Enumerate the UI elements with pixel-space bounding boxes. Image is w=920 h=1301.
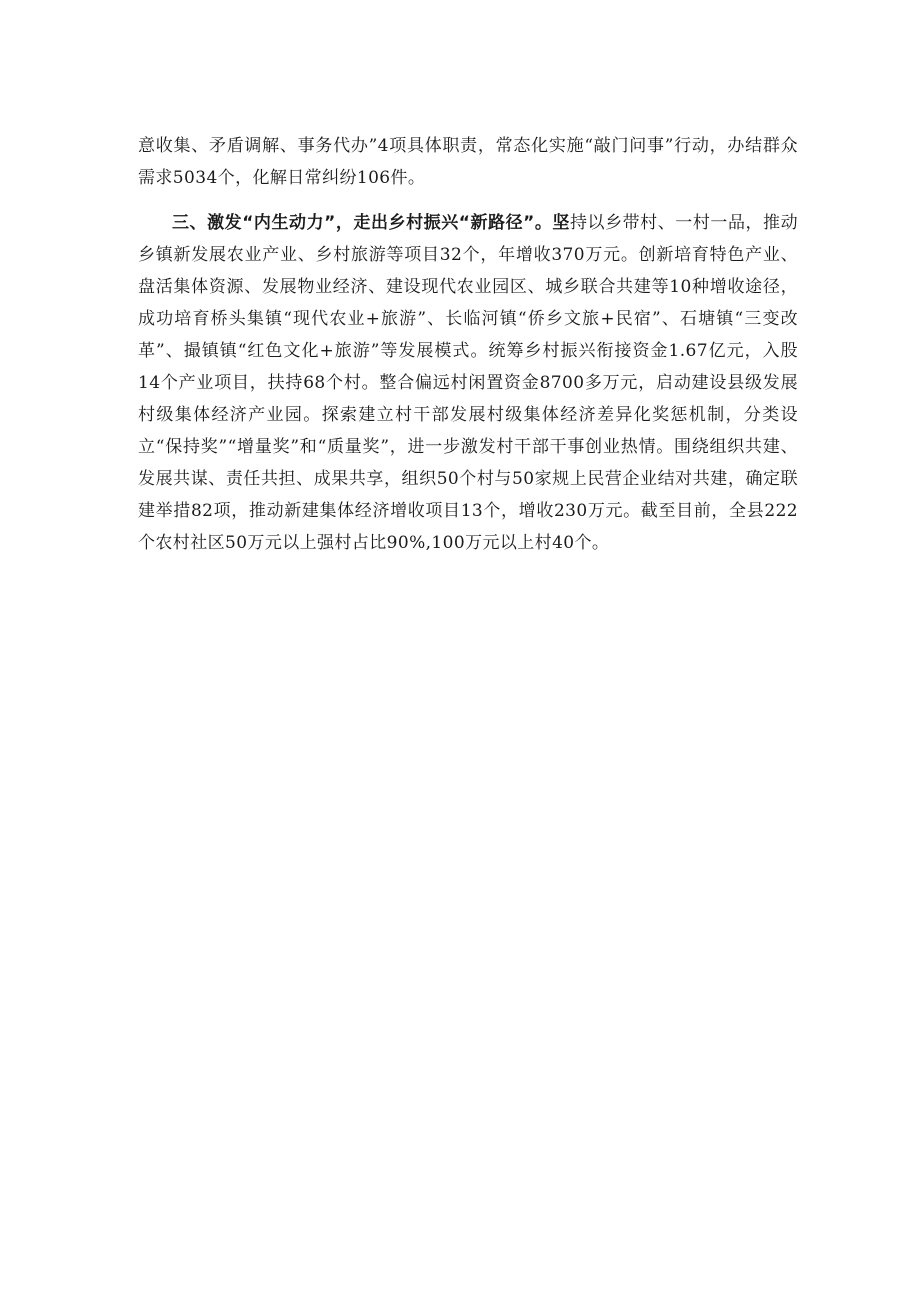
document-body (138, 130, 798, 559)
section-heading: 三、激发“内生动力”，走出乡村振兴“新路径”。坚 (172, 213, 570, 233)
paragraph-continuation (138, 130, 798, 194)
paragraph-text: 持以乡带村、一村一品，推动乡镇新发展农业产业、乡村旅游等项目32个，年增收370万元。创新培育特色产业、盘活集体资源、发展物业经济、建设现代农业园区、城乡联合共建等10种增收途径，成功培育桥头集镇“现代农业+旅游”、长临河镇“侨乡文旅+民宿”、石塘镇“三变改革”、撮镇镇“红色文化+旅游”等发展模式。统筹乡村振兴衔接资金1.67亿元，入股14个产业项目，扶持68个村。整合偏远村闲置资金8700多万元，启动建设县级发展村级集体经济产业园。探索建立村干部发展村级集体经济差异化奖惩机制，分类设立“保持奖”“增量奖”和“质量奖”，进一步激发村干部干事创业热情。围绕组织共建、发展共谋、责任共担、成果共享，组织50个村与50家规上民营企业结对共建，确定联建举措82项，推动新建集体经济增收项目13个，增收230万元。截至目前，全县222个农村社区50万元以上强村占比90%,100万元以上村40个。 (138, 213, 799, 553)
paragraph-section-three (138, 207, 798, 559)
paragraph-text: 意收集、矛盾调解、事务代办”4项具体职责，常态化实施“敲门问事”行动，办结群众需求5034个，化解日常纠纷106件。 (138, 136, 798, 188)
